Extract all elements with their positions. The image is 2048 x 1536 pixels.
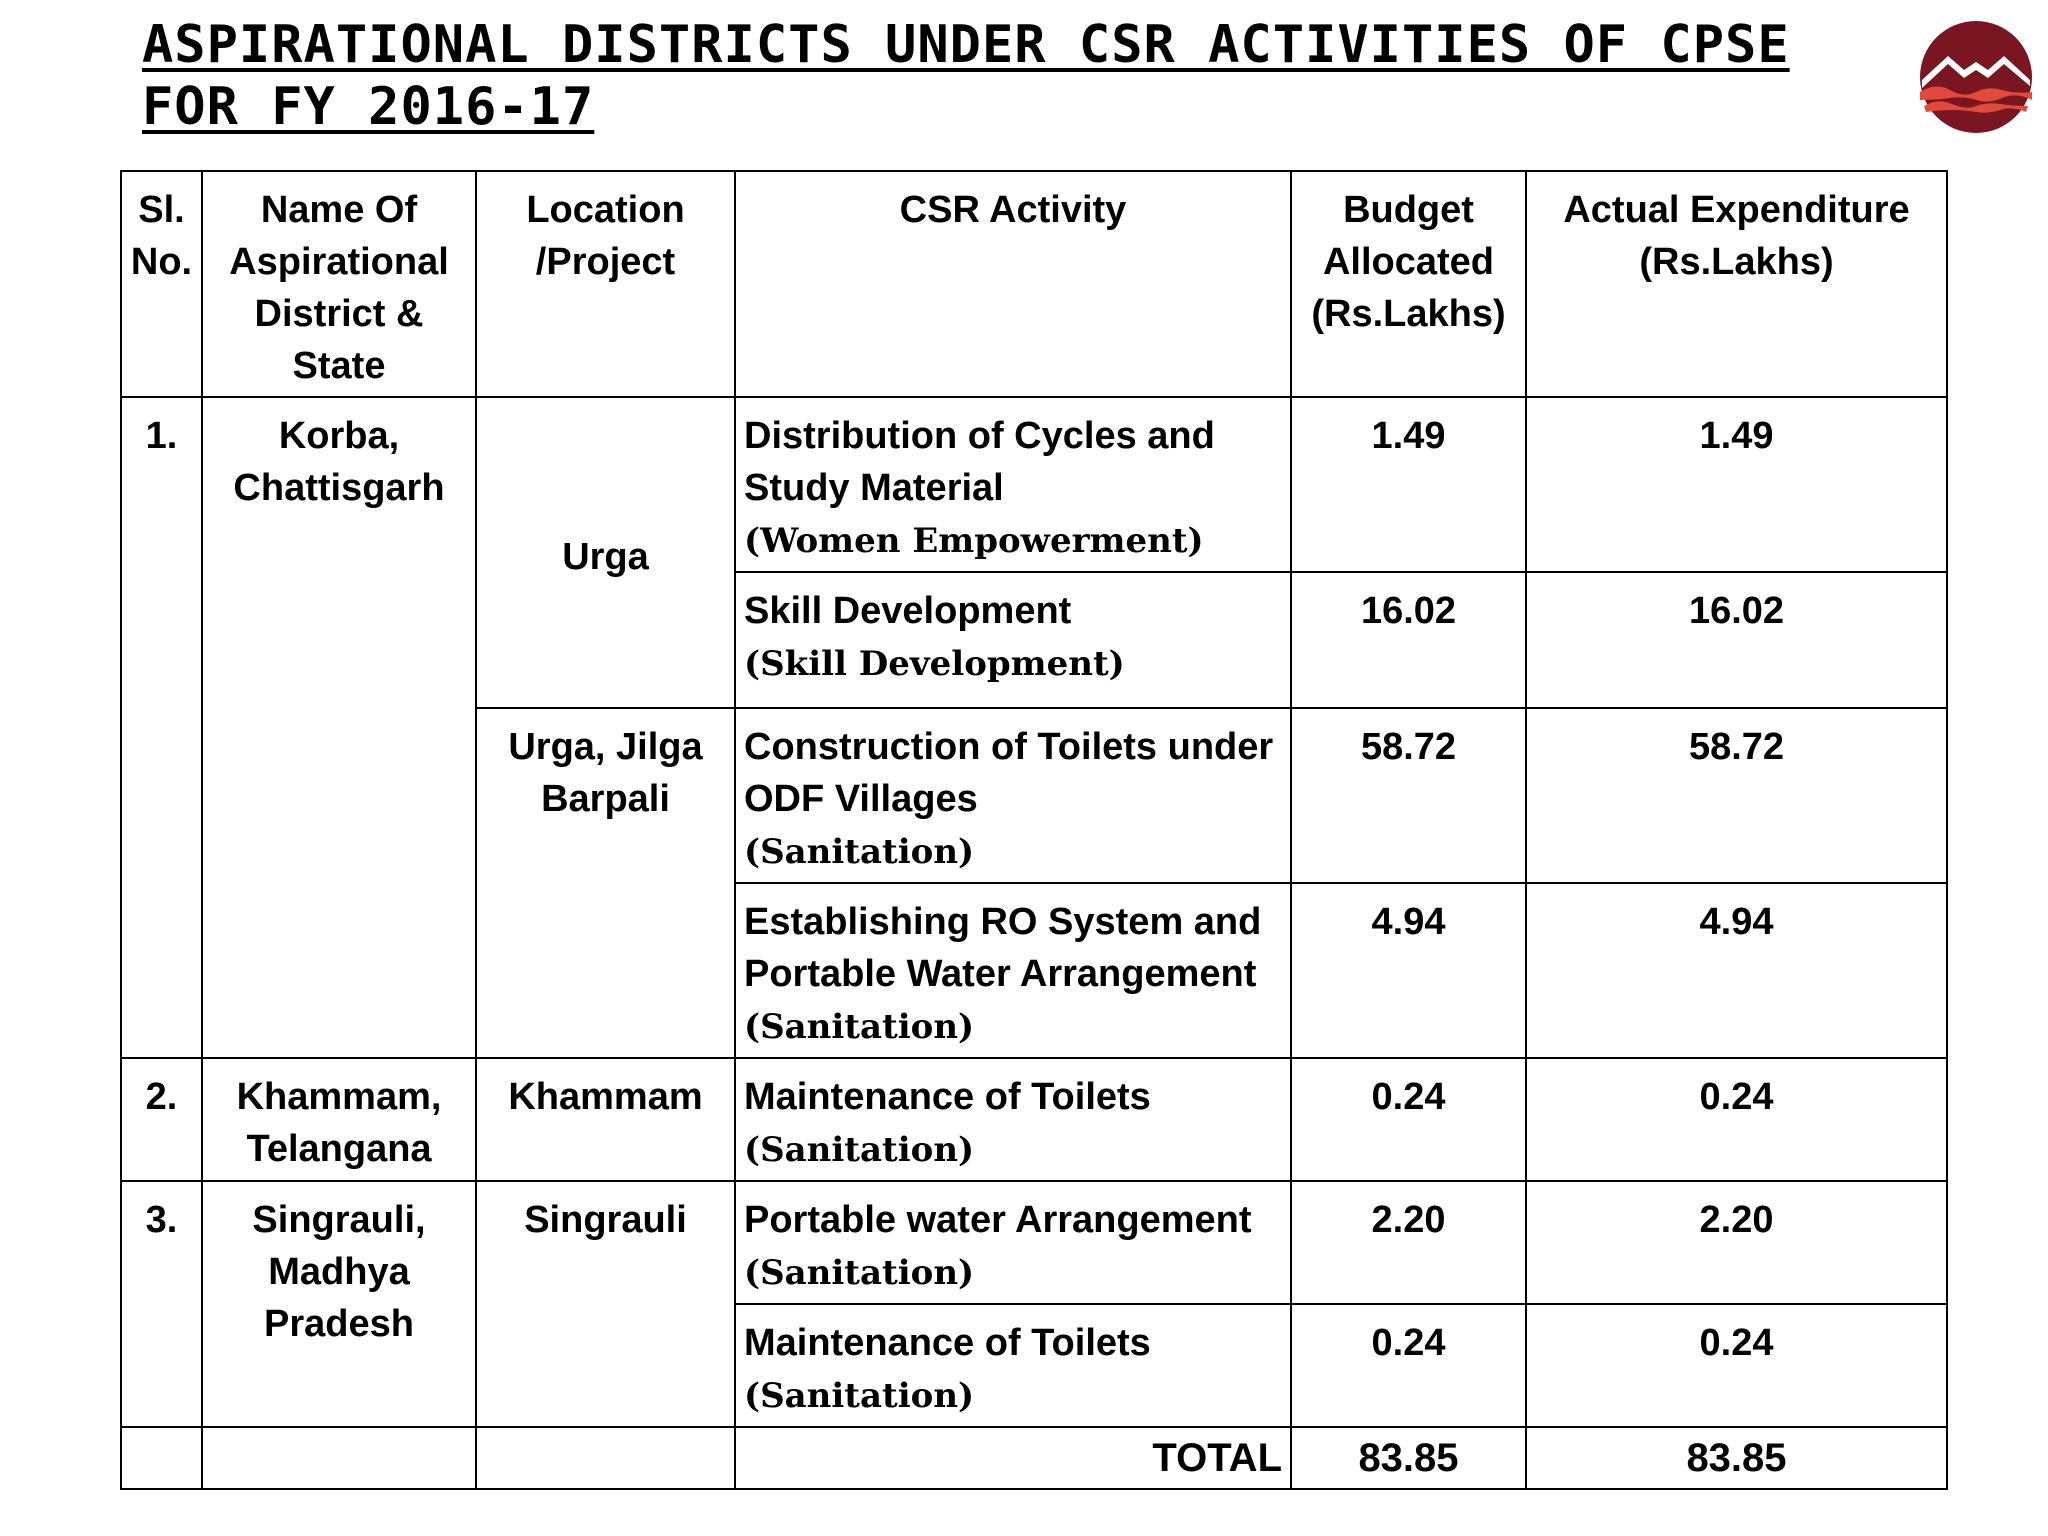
actual-cell: 2.20	[1526, 1181, 1947, 1304]
table-row	[121, 397, 1947, 572]
budget-cell: 4.94	[1291, 883, 1526, 1058]
activity-cell	[735, 883, 1291, 1058]
location-cell: Khammam	[476, 1058, 735, 1181]
activity-cell	[735, 1304, 1291, 1427]
actual-cell: 16.02	[1526, 572, 1947, 708]
company-logo-icon	[1914, 18, 2038, 136]
activity-tag: (Skill Development)	[744, 644, 1125, 684]
activity-tag: (Sanitation)	[744, 832, 975, 872]
activity-tag: (Sanitation)	[744, 1253, 975, 1293]
activity-tag: (Sanitation)	[744, 1376, 975, 1416]
district-cell: Singrauli, Madhya Pradesh	[202, 1181, 476, 1427]
budget-cell: 0.24	[1291, 1304, 1526, 1427]
activity-text: Establishing RO System and Portable Water Arrangement	[744, 901, 1262, 995]
header-location: Location /Project	[476, 171, 735, 397]
actual-cell: 0.24	[1526, 1304, 1947, 1427]
activity-text: Maintenance of Toilets	[744, 1322, 1151, 1364]
empty-cell	[121, 1427, 202, 1489]
empty-cell	[202, 1427, 476, 1489]
budget-cell: 16.02	[1291, 572, 1526, 708]
table-header-row	[121, 171, 1947, 397]
district-cell: Khammam, Telangana	[202, 1058, 476, 1181]
activity-cell	[735, 1058, 1291, 1181]
location-cell: Singrauli	[476, 1181, 735, 1427]
activity-cell	[735, 397, 1291, 572]
activity-cell	[735, 1181, 1291, 1304]
actual-cell: 58.72	[1526, 708, 1947, 883]
sl-no-cell: 3.	[121, 1181, 202, 1427]
activity-tag: (Women Empowerment)	[744, 521, 1204, 561]
activity-tag: (Sanitation)	[744, 1130, 975, 1170]
header-activity: CSR Activity	[735, 171, 1291, 397]
location-cell: Urga, Jilga Barpali	[476, 708, 735, 1058]
actual-cell: 0.24	[1526, 1058, 1947, 1181]
actual-cell: 1.49	[1526, 397, 1947, 572]
page-title: ASPIRATIONAL DISTRICTS UNDER CSR ACTIVITIES OF CPSE FOR FY 2016-17	[142, 15, 1790, 137]
activity-cell	[735, 708, 1291, 883]
district-cell: Korba, Chattisgarh	[202, 397, 476, 1058]
total-label: TOTAL	[735, 1427, 1291, 1489]
header-district: Name Of Aspirational District & State	[202, 171, 476, 397]
activity-text: Maintenance of Toilets	[744, 1076, 1151, 1118]
header-budget: Budget Allocated (Rs.Lakhs)	[1291, 171, 1526, 397]
table-row	[121, 1058, 1947, 1181]
activity-text: Portable water Arrangement	[744, 1199, 1252, 1241]
location-cell: Urga	[476, 397, 735, 708]
sl-no-cell: 1.	[121, 397, 202, 1058]
total-row	[121, 1427, 1947, 1489]
activity-tag: (Sanitation)	[744, 1007, 975, 1047]
activity-text: Construction of Toilets under ODF Villages	[744, 726, 1274, 820]
header-actual: Actual Expenditure (Rs.Lakhs)	[1526, 171, 1947, 397]
budget-cell: 58.72	[1291, 708, 1526, 883]
activity-cell	[735, 572, 1291, 708]
sl-no-cell: 2.	[121, 1058, 202, 1181]
activity-text: Distribution of Cycles and Study Material	[744, 415, 1215, 509]
empty-cell	[476, 1427, 735, 1489]
header-sl-no: Sl. No.	[121, 171, 202, 397]
budget-cell: 2.20	[1291, 1181, 1526, 1304]
budget-cell: 1.49	[1291, 397, 1526, 572]
budget-cell: 0.24	[1291, 1058, 1526, 1181]
total-actual: 83.85	[1526, 1427, 1947, 1489]
total-budget: 83.85	[1291, 1427, 1526, 1489]
table-row	[121, 1181, 1947, 1304]
activity-text: Skill Development	[744, 590, 1072, 632]
csr-table	[120, 170, 1948, 1490]
actual-cell: 4.94	[1526, 883, 1947, 1058]
